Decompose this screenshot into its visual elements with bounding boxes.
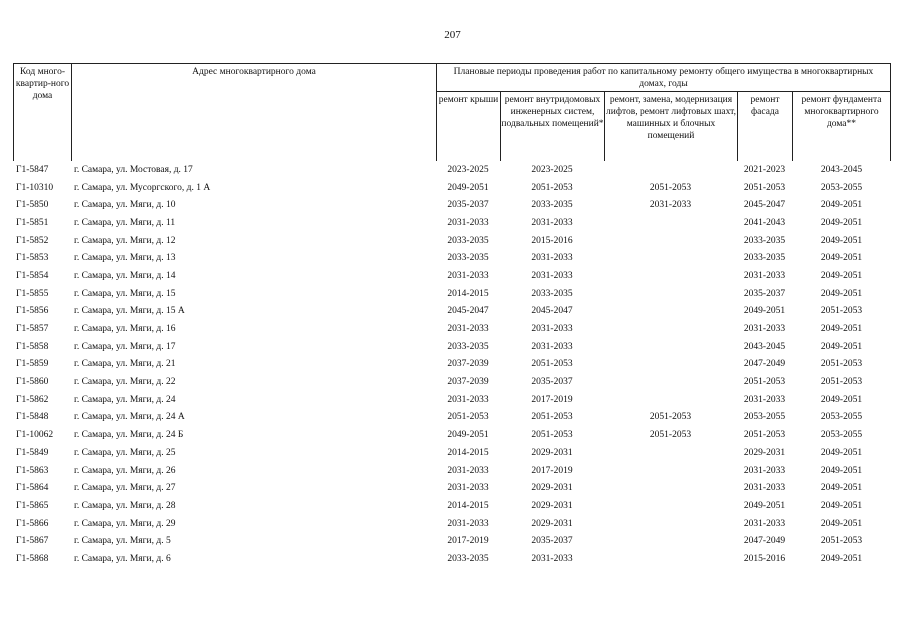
cell-systems: 2031-2033 [531,324,573,335]
cell-address: г. Самара, ул. Мяги, д. 13 [74,253,176,264]
cell-address: г. Самара, ул. Мяги, д. 14 [74,270,176,281]
cell-foundation: 2049-2051 [820,341,863,352]
cell-address: г. Самара, ул. Мяги, д. 24 [74,394,176,405]
cell-facade: 2033-2035 [743,253,786,264]
cell-lifts [604,462,737,480]
cell-foundation: 2043-2045 [820,164,863,175]
cell-roof: 2049-2051 [447,430,489,441]
cell-lifts [604,161,737,179]
cell-systems: 2051-2053 [531,182,573,193]
cell-systems: 2023-2025 [531,164,573,175]
cell-facade: 2049-2051 [743,306,786,317]
cell-facade: 2051-2053 [743,377,786,388]
cell-systems: 2051-2053 [531,430,573,441]
cell-roof: 2033-2035 [447,341,489,352]
cell-address: г. Самара, ул. Мяги, д. 24 Б [74,430,184,441]
cell-foundation: 2049-2051 [820,394,863,405]
cell-foundation: 2051-2053 [820,377,863,388]
cell-lifts: 2051-2053 [649,412,692,423]
table-row [13,426,891,444]
header-facade: ремонт фасада [750,95,780,117]
cell-address: г. Самара, ул. Мусоргского, д. 1 А [74,182,211,193]
cell-roof: 2037-2039 [447,377,489,388]
cell-roof: 2033-2035 [447,553,489,564]
cell-roof: 2045-2047 [447,306,489,317]
cell-facade: 2031-2033 [743,518,786,529]
cell-roof: 2033-2035 [447,235,489,246]
cell-code: Г1-10310 [16,182,54,193]
cell-roof: 2031-2033 [447,465,489,476]
cell-foundation: 2049-2051 [820,518,863,529]
cell-code: Г1-5859 [16,359,49,370]
cell-systems: 2035-2037 [531,536,573,547]
cell-systems: 2031-2033 [531,217,573,228]
table-row [13,196,891,214]
cell-lifts [604,285,737,303]
table-header [13,63,891,161]
cell-lifts [604,249,737,267]
cell-facade: 2045-2047 [743,200,786,211]
cell-code: Г1-5866 [16,518,49,529]
cell-foundation: 2049-2051 [820,465,863,476]
cell-lifts [604,356,737,374]
table-row [13,356,891,374]
table-row [13,161,891,179]
table-row [13,303,891,321]
table-row [13,462,891,480]
cell-roof: 2033-2035 [447,253,489,264]
cell-lifts [604,550,737,568]
cell-facade: 2047-2049 [743,536,786,547]
cell-foundation: 2049-2051 [820,288,863,299]
cell-code: Г1-5851 [16,217,49,228]
header-roof: ремонт крыши [438,95,499,105]
cell-systems: 2031-2033 [531,270,573,281]
cell-roof: 2031-2033 [447,518,489,529]
table-row [13,373,891,391]
cell-lifts: 2051-2053 [649,430,692,441]
table-row [13,214,891,232]
cell-roof: 2031-2033 [447,217,489,228]
cell-systems: 2015-2016 [531,235,573,246]
cell-foundation: 2049-2051 [820,553,863,564]
cell-address: г. Самара, ул. Мяги, д. 5 [74,536,171,547]
cell-lifts [604,338,737,356]
table-row [13,320,891,338]
cell-lifts [604,515,737,533]
cell-lifts [604,267,737,285]
cell-systems: 2029-2031 [531,483,573,494]
cell-systems: 2017-2019 [531,394,573,405]
cell-roof: 2049-2051 [447,182,489,193]
cell-address: г. Самара, ул. Мяги, д. 11 [74,217,176,228]
cell-code: Г1-5847 [16,164,49,175]
cell-address: г. Самара, ул. Мяги, д. 15 А [74,306,185,317]
table-row [13,232,891,250]
cell-lifts [604,532,737,550]
cell-systems: 2029-2031 [531,447,573,458]
cell-address: г. Самара, ул. Мяги, д. 16 [74,324,176,335]
cell-facade: 2031-2033 [743,324,786,335]
cell-roof: 2031-2033 [447,324,489,335]
cell-facade: 2035-2037 [743,288,786,299]
cell-foundation: 2049-2051 [820,217,863,228]
table-row [13,267,891,285]
cell-code: Г1-5865 [16,500,49,511]
cell-address: г. Самара, ул. Мяги, д. 26 [74,465,176,476]
cell-facade: 2029-2031 [743,447,786,458]
cell-facade: 2041-2043 [743,217,786,228]
cell-code: Г1-5848 [16,412,49,423]
cell-foundation: 2049-2051 [820,270,863,281]
cell-address: г. Самара, ул. Мяги, д. 6 [74,553,171,564]
cell-lifts [604,303,737,321]
cell-roof: 2051-2053 [447,412,489,423]
cell-code: Г1-5850 [16,200,49,211]
table-row [13,249,891,267]
cell-foundation: 2051-2053 [820,306,863,317]
cell-lifts [604,391,737,409]
table-row [13,409,891,427]
cell-roof: 2017-2019 [447,536,489,547]
table-row [13,532,891,550]
cell-facade: 2051-2053 [743,430,786,441]
cell-code: Г1-5858 [16,341,49,352]
cell-roof: 2023-2025 [447,164,489,175]
cell-foundation: 2049-2051 [820,200,863,211]
cell-address: г. Самара, ул. Мостовая, д. 17 [74,164,193,175]
cell-address: г. Самара, ул. Мяги, д. 24 А [74,412,185,423]
cell-lifts [604,444,737,462]
cell-code: Г1-5862 [16,394,49,405]
cell-code: Г1-5854 [16,270,49,281]
cell-address: г. Самара, ул. Мяги, д. 28 [74,500,176,511]
header-periods: Плановые периоды проведения работ по капитальному ремонту общего имущества в многоквартирных домах, годы [453,67,874,89]
cell-systems: 2035-2037 [531,377,573,388]
cell-roof: 2031-2033 [447,483,489,494]
cell-address: г. Самара, ул. Мяги, д. 21 [74,359,176,370]
cell-address: г. Самара, ул. Мяги, д. 10 [74,200,176,211]
cell-code: Г1-5853 [16,253,49,264]
table-row [13,179,891,197]
cell-facade: 2033-2035 [743,235,786,246]
cell-roof: 2031-2033 [447,270,489,281]
cell-facade: 2051-2053 [743,182,786,193]
cell-foundation: 2053-2055 [820,430,863,441]
cell-address: г. Самара, ул. Мяги, д. 29 [74,518,176,529]
cell-foundation: 2053-2055 [820,412,863,423]
table-row [13,515,891,533]
cell-foundation: 2049-2051 [820,324,863,335]
cell-systems: 2029-2031 [531,500,573,511]
cell-code: Г1-5849 [16,447,49,458]
cell-lifts [604,232,737,250]
cell-address: г. Самара, ул. Мяги, д. 27 [74,483,176,494]
cell-systems: 2033-2035 [531,288,573,299]
cell-systems: 2029-2031 [531,518,573,529]
cell-code: Г1-5864 [16,483,49,494]
cell-lifts: 2031-2033 [649,200,692,211]
table-row [13,338,891,356]
cell-code: Г1-5868 [16,553,49,564]
page-number: 207 [444,29,461,41]
table-row [13,444,891,462]
cell-code: Г1-10062 [16,430,54,441]
table-row [13,550,891,568]
cell-facade: 2053-2055 [743,412,786,423]
cell-address: г. Самара, ул. Мяги, д. 25 [74,447,176,458]
cell-roof: 2035-2037 [447,200,489,211]
cell-systems: 2033-2035 [531,200,573,211]
cell-roof: 2014-2015 [447,288,489,299]
cell-systems: 2031-2033 [531,553,573,564]
table-row [13,479,891,497]
cell-roof: 2037-2039 [447,359,489,370]
cell-lifts [604,320,737,338]
cell-roof: 2031-2033 [447,394,489,405]
cell-systems: 2045-2047 [531,306,573,317]
cell-foundation: 2049-2051 [820,500,863,511]
cell-roof: 2014-2015 [447,447,489,458]
cell-code: Г1-5855 [16,288,49,299]
header-foundation: ремонт фундамента многоквартирного дома** [801,95,882,129]
cell-code: Г1-5867 [16,536,49,547]
cell-roof: 2014-2015 [447,500,489,511]
cell-code: Г1-5856 [16,306,49,317]
cell-foundation: 2053-2055 [820,182,863,193]
cell-systems: 2051-2053 [531,359,573,370]
header-address: Адрес многоквартирного дома [192,67,316,77]
cell-lifts [604,497,737,515]
cell-address: г. Самара, ул. Мяги, д. 12 [74,235,176,246]
cell-systems: 2017-2019 [531,465,573,476]
cell-facade: 2031-2033 [743,270,786,281]
header-code: Код много-квартир-ного дома [15,67,70,101]
cell-address: г. Самара, ул. Мяги, д. 22 [74,377,176,388]
cell-facade: 2015-2016 [743,553,786,564]
cell-foundation: 2051-2053 [820,536,863,547]
cell-facade: 2031-2033 [743,394,786,405]
data-table [13,161,891,568]
table-row [13,285,891,303]
cell-systems: 2031-2033 [531,253,573,264]
cell-lifts [604,479,737,497]
cell-foundation: 2049-2051 [820,483,863,494]
cell-lifts [604,214,737,232]
cell-code: Г1-5860 [16,377,49,388]
cell-code: Г1-5857 [16,324,49,335]
cell-foundation: 2051-2053 [820,359,863,370]
cell-systems: 2031-2033 [531,341,573,352]
cell-facade: 2031-2033 [743,465,786,476]
cell-code: Г1-5863 [16,465,49,476]
table-row [13,497,891,515]
cell-code: Г1-5852 [16,235,49,246]
cell-lifts: 2051-2053 [649,182,692,193]
cell-facade: 2043-2045 [743,341,786,352]
cell-systems: 2051-2053 [531,412,573,423]
cell-foundation: 2049-2051 [820,235,863,246]
table-row [13,391,891,409]
cell-address: г. Самара, ул. Мяги, д. 17 [74,341,176,352]
header-systems: ремонт внутридомовых инженерных систем, подвальных помещений* [501,95,604,129]
header-lifts: ремонт, замена, модернизация лифтов, ремонт лифтовых шахт, машинных и блочных помещений [606,95,736,141]
cell-facade: 2047-2049 [743,359,786,370]
cell-facade: 2021-2023 [743,164,786,175]
cell-facade: 2049-2051 [743,500,786,511]
cell-facade: 2031-2033 [743,483,786,494]
cell-foundation: 2049-2051 [820,447,863,458]
cell-address: г. Самара, ул. Мяги, д. 15 [74,288,176,299]
cell-foundation: 2049-2051 [820,253,863,264]
cell-lifts [604,373,737,391]
